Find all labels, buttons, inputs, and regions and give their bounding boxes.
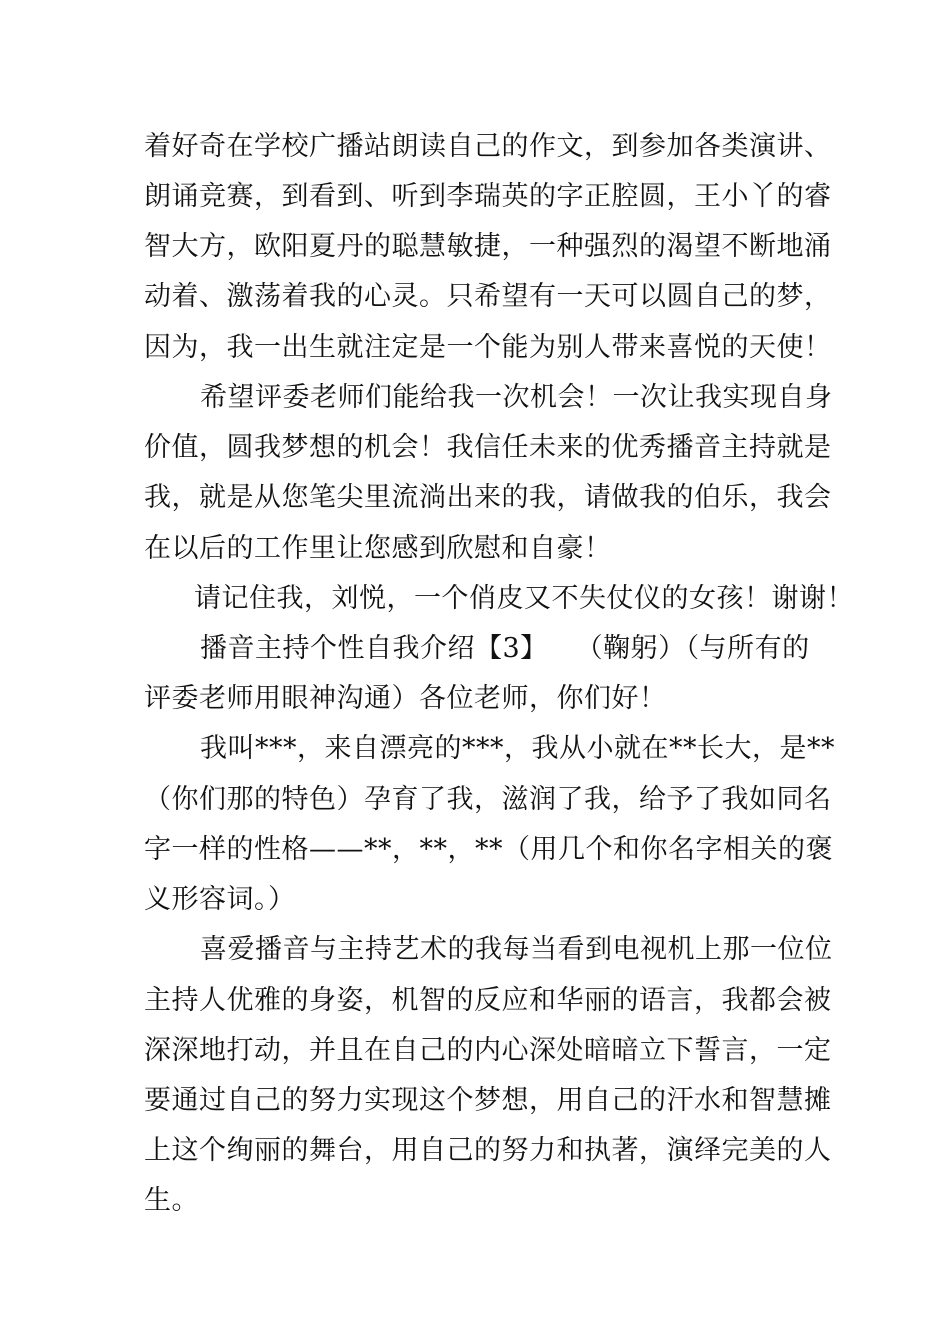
text-line: 动着、激荡着我的心灵。只希望有一天可以圆自己的梦， (144, 281, 832, 312)
text-line: 价值，圆我梦想的机会！我信任未来的优秀播音主持就是 (144, 432, 832, 463)
text-line: 要通过自己的努力实现这个梦想，用自己的汗水和智慧摊 (144, 1085, 832, 1116)
section-heading-line: 播音主持个性自我介绍【3】 （鞠躬）（与所有的 (200, 633, 810, 664)
text-line: 义形容词。） (144, 884, 296, 915)
paragraph-first-line: 我叫***，来自漂亮的***，我从小就在**长大，是** (200, 733, 835, 764)
text-line: 上这个绚丽的舞台，用自己的努力和执著，演绎完美的人 (144, 1135, 832, 1166)
text-line: 我，就是从您笔尖里流淌出来的我，请做我的伯乐，我会 (144, 482, 832, 513)
text-line: 智大方，欧阳夏丹的聪慧敏捷，一种强烈的渴望不断地涌 (144, 231, 832, 262)
paragraph-first-line: 喜爱播音与主持艺术的我每当看到电视机上那一位位 (200, 934, 833, 965)
text-line: 在以后的工作里让您感到欣慰和自豪！ (144, 533, 612, 564)
text-line: 朗诵竞赛，到看到、听到李瑞英的字正腔圆，王小丫的睿 (144, 181, 832, 212)
text-line: 评委老师用眼神沟通）各位老师，你们好！ (144, 683, 667, 714)
text-line: 生。 (144, 1185, 199, 1216)
text-line: 深深地打动，并且在自己的内心深处暗暗立下誓言，一定 (144, 1035, 832, 1066)
text-line: 主持人优雅的身姿，机智的反应和华丽的语言，我都会被 (144, 985, 832, 1016)
paragraph-first-line: 请记住我，刘悦，一个俏皮又不失仗仪的女孩！谢谢！ (194, 583, 854, 614)
text-line: 因为，我一出生就注定是一个能为别人带来喜悦的天使！ (144, 332, 832, 363)
text-line: （你们那的特色）孕育了我，滋润了我，给予了我如同名 (144, 784, 832, 815)
text-line: 着好奇在学校广播站朗读自己的作文，到参加各类演讲、 (144, 131, 832, 162)
paragraph-first-line: 希望评委老师们能给我一次机会！一次让我实现自身 (200, 382, 833, 413)
text-line: 字一样的性格——**，**，**（用几个和你名字相关的褒 (144, 834, 833, 865)
